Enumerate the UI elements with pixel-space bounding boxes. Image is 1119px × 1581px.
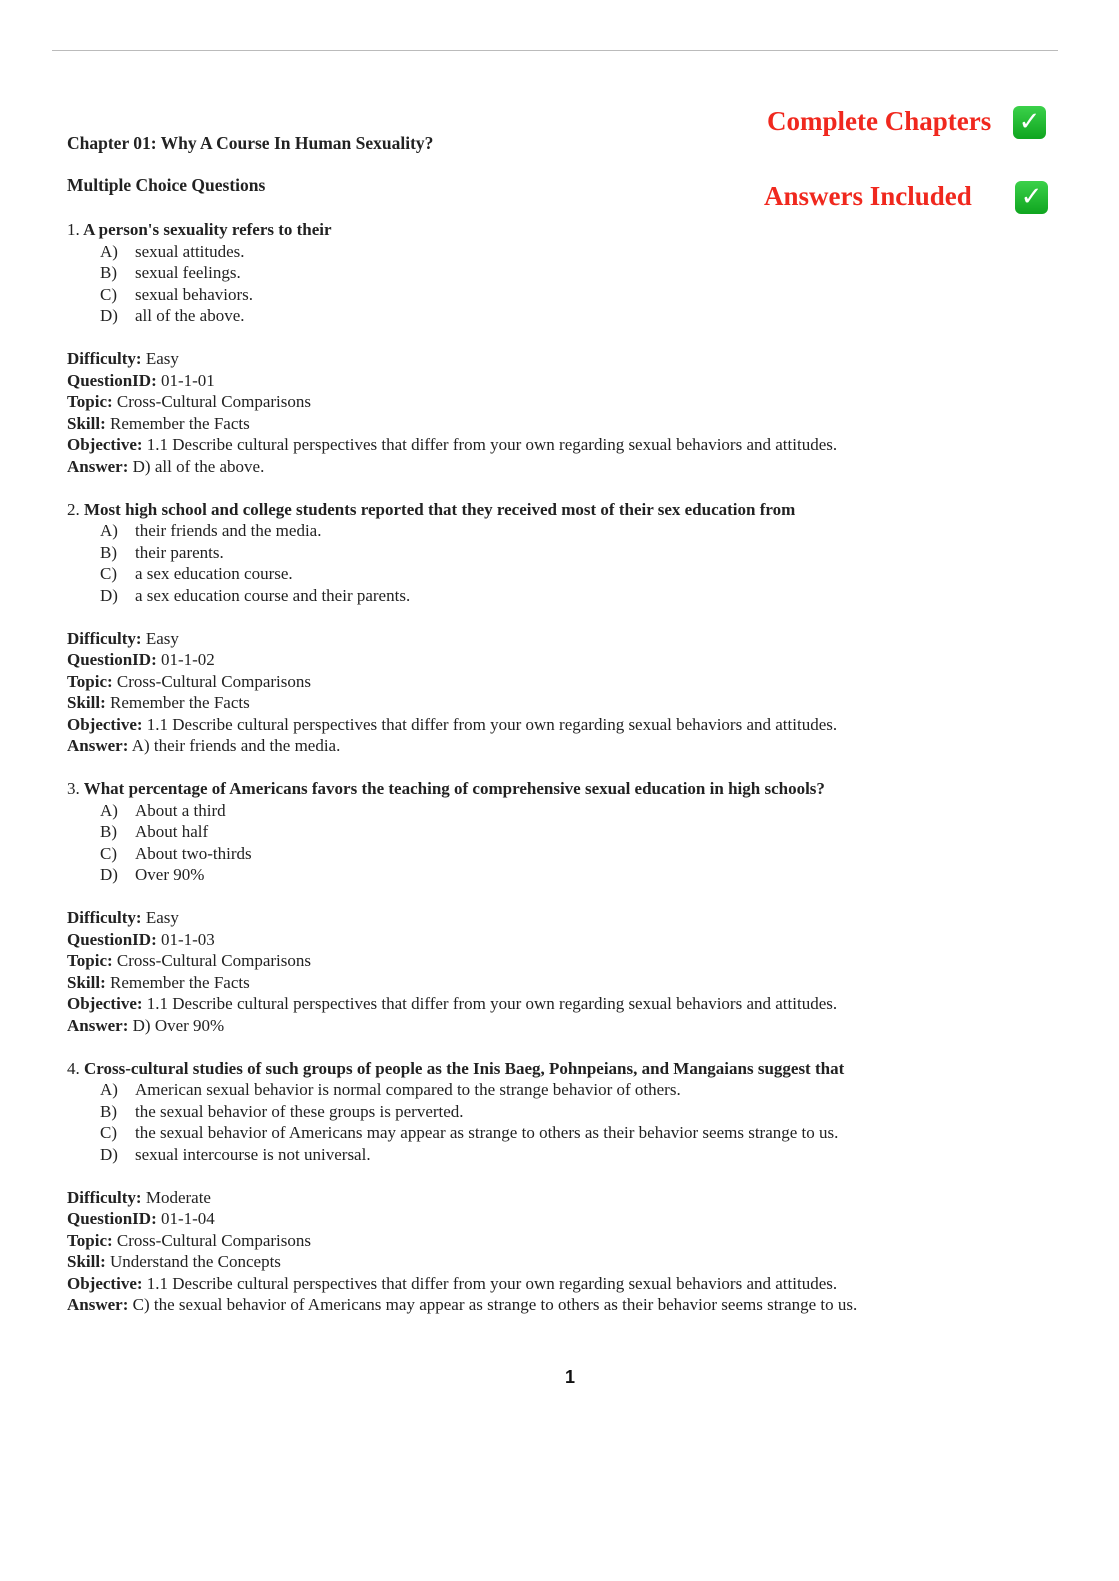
answer-option	[67, 262, 1067, 284]
meta-question-id	[67, 370, 1067, 392]
meta-answer	[67, 456, 1067, 478]
answer-option	[67, 1101, 1067, 1123]
option-text: About a third	[135, 800, 226, 820]
option-text: the sexual behavior of these groups is perverted.	[135, 1101, 464, 1121]
question-item	[67, 1058, 1067, 1316]
option-text: sexual intercourse is not universal.	[135, 1144, 371, 1164]
meta-label: Skill:	[67, 972, 106, 992]
meta-value: 01-1-03	[160, 929, 215, 949]
meta-value: 01-1-04	[160, 1209, 215, 1228]
option-letter: B)	[100, 263, 117, 282]
meta-value: Easy	[145, 349, 179, 368]
meta-label: Topic:	[67, 671, 113, 691]
meta-objective	[67, 714, 1067, 736]
option-text: the sexual behavior of Americans may appear as strange to others as their behavior seems strange to us.	[135, 1123, 839, 1142]
badge-label: Answers Included	[764, 181, 972, 211]
meta-label: Difficulty:	[67, 349, 142, 368]
meta-question-id	[67, 649, 1067, 671]
answer-option	[67, 864, 1067, 886]
option-text: sexual feelings.	[135, 263, 241, 282]
meta-topic	[67, 671, 1067, 693]
meta-topic	[67, 1230, 1067, 1252]
answer-option	[67, 1079, 1067, 1101]
meta-objective	[67, 1273, 1067, 1295]
answer-option	[67, 563, 1067, 585]
option-letter: B)	[100, 1101, 117, 1121]
meta-difficulty	[67, 907, 1067, 929]
meta-label: QuestionID:	[67, 370, 157, 390]
meta-label: Answer:	[67, 736, 129, 755]
badge-label: Complete Chapters	[767, 106, 992, 136]
meta-topic	[67, 391, 1067, 413]
question-stem	[67, 1058, 1067, 1080]
answer-option	[67, 1144, 1067, 1166]
meta-label: Objective:	[67, 994, 143, 1013]
question-text: What percentage of Americans favors the teaching of comprehensive sexual education in high schools?	[83, 779, 825, 798]
meta-value: Remember the Facts	[110, 413, 250, 433]
meta-skill	[67, 413, 1067, 435]
meta-value: Easy	[145, 908, 179, 927]
question-number: 3.	[67, 779, 80, 798]
option-text: a sex education course.	[135, 564, 293, 583]
question-metadata	[67, 907, 1067, 1036]
option-text: their friends and the media.	[135, 521, 322, 540]
meta-value: C) the sexual behavior of Americans may appear as strange to others as their behavior seems strange to us.	[132, 1295, 858, 1314]
meta-label: Difficulty:	[67, 908, 142, 927]
question-item	[67, 499, 1067, 757]
question-stem	[67, 778, 1067, 800]
answer-option	[67, 843, 1067, 865]
meta-objective	[67, 993, 1067, 1015]
meta-value: Cross-Cultural Comparisons	[116, 392, 312, 411]
question-text: Cross-cultural studies of such groups of people as the Inis Baeg, Pohnpeians, and Mangaians suggest that	[84, 1058, 845, 1078]
meta-label: Objective:	[67, 1273, 143, 1293]
check-mark-icon: ✓	[1015, 181, 1048, 214]
meta-label: Objective:	[67, 435, 143, 454]
meta-label: Skill:	[67, 413, 106, 433]
option-text: their parents.	[135, 542, 224, 562]
meta-answer	[67, 1015, 1067, 1037]
meta-label: Topic:	[67, 951, 113, 970]
question-text: Most high school and college students reported that they received most of their sex education from	[84, 499, 796, 519]
meta-skill	[67, 692, 1067, 714]
meta-label: Topic:	[67, 1230, 113, 1250]
question-number: 1.	[67, 220, 80, 239]
meta-value: Moderate	[145, 1187, 211, 1207]
option-text: a sex education course and their parents.	[135, 585, 411, 605]
meta-value: 1.1 Describe cultural perspectives that differ from your own regarding sexual behaviors and attitudes.	[146, 714, 838, 734]
question-number: 4.	[67, 1058, 80, 1078]
option-letter: C)	[100, 284, 117, 304]
meta-topic	[67, 950, 1067, 972]
meta-objective	[67, 434, 1067, 456]
question-item	[67, 778, 1067, 1036]
meta-skill	[67, 1251, 1067, 1273]
meta-value: Remember the Facts	[110, 693, 250, 712]
meta-value: Cross-Cultural Comparisons	[116, 951, 312, 970]
question-list	[67, 219, 1067, 1337]
option-letter: C)	[100, 564, 117, 583]
meta-label: Answer:	[67, 1295, 129, 1314]
option-letter: D)	[100, 1144, 118, 1164]
option-text: Over 90%	[135, 865, 205, 884]
chapter-title: Chapter 01: Why A Course In Human Sexuality?	[67, 133, 434, 153]
meta-value: 01-1-01	[160, 370, 215, 390]
question-stem	[67, 499, 1067, 521]
meta-question-id	[67, 929, 1067, 951]
question-metadata	[67, 628, 1067, 757]
answer-option	[67, 1122, 1067, 1144]
option-letter: D)	[100, 306, 118, 325]
meta-difficulty	[67, 628, 1067, 650]
option-text: sexual attitudes.	[135, 241, 245, 261]
meta-label: QuestionID:	[67, 1209, 157, 1228]
option-text: About half	[135, 822, 209, 841]
answer-option	[67, 520, 1067, 542]
option-text: About two-thirds	[135, 843, 252, 863]
meta-label: Answer:	[67, 1015, 129, 1035]
meta-difficulty	[67, 1187, 1067, 1209]
meta-value: 1.1 Describe cultural perspectives that differ from your own regarding sexual behaviors and attitudes.	[146, 435, 838, 454]
answer-option	[67, 284, 1067, 306]
page-number: 1	[564, 1367, 575, 1387]
meta-answer	[67, 1294, 1067, 1316]
meta-label: QuestionID:	[67, 929, 157, 949]
meta-skill	[67, 972, 1067, 994]
option-letter: B)	[100, 542, 117, 562]
question-number: 2.	[67, 499, 80, 519]
meta-answer	[67, 735, 1067, 757]
meta-value: 1.1 Describe cultural perspectives that differ from your own regarding sexual behaviors and attitudes.	[146, 994, 838, 1013]
option-letter: A)	[100, 800, 118, 820]
option-letter: C)	[100, 1123, 117, 1142]
question-item	[67, 219, 1067, 477]
option-letter: D)	[100, 865, 118, 884]
meta-value: D) Over 90%	[132, 1015, 225, 1035]
meta-difficulty	[67, 348, 1067, 370]
option-text: sexual behaviors.	[135, 284, 254, 304]
question-metadata	[67, 1187, 1067, 1316]
meta-value: Remember the Facts	[110, 972, 250, 992]
meta-value: D) all of the above.	[132, 456, 265, 476]
meta-label: Difficulty:	[67, 1187, 142, 1207]
option-text: American sexual behavior is normal compared to the strange behavior of others.	[135, 1080, 681, 1099]
meta-value: Easy	[145, 628, 179, 648]
meta-label: Skill:	[67, 1252, 106, 1271]
meta-value: Understand the Concepts	[110, 1252, 281, 1271]
option-letter: D)	[100, 585, 118, 605]
meta-label: Topic:	[67, 392, 113, 411]
section-heading: Multiple Choice Questions	[67, 175, 266, 195]
question-stem	[67, 219, 1067, 241]
option-letter: A)	[100, 1080, 118, 1099]
meta-value: A) their friends and the media.	[131, 736, 341, 755]
answer-option	[67, 542, 1067, 564]
answer-option	[67, 305, 1067, 327]
meta-value: Cross-Cultural Comparisons	[116, 1230, 312, 1250]
answer-option	[67, 241, 1067, 263]
check-mark-icon: ✓	[1013, 106, 1046, 139]
question-metadata	[67, 348, 1067, 477]
meta-label: Answer:	[67, 456, 129, 476]
answer-option	[67, 800, 1067, 822]
option-letter: A)	[100, 521, 118, 540]
question-text: A person's sexuality refers to their	[83, 220, 332, 239]
option-letter: C)	[100, 843, 117, 863]
option-letter: B)	[100, 822, 117, 841]
meta-value: 1.1 Describe cultural perspectives that differ from your own regarding sexual behaviors and attitudes.	[146, 1273, 838, 1293]
answer-option	[67, 585, 1067, 607]
header-rule	[52, 50, 1058, 51]
meta-label: Skill:	[67, 693, 106, 712]
option-text: all of the above.	[135, 306, 245, 325]
option-letter: A)	[100, 241, 118, 261]
meta-value: Cross-Cultural Comparisons	[116, 671, 312, 691]
answer-option	[67, 821, 1067, 843]
meta-label: QuestionID:	[67, 650, 157, 669]
answers-included-badge	[764, 181, 1043, 212]
meta-question-id	[67, 1208, 1067, 1230]
meta-label: Difficulty:	[67, 628, 142, 648]
meta-value: 01-1-02	[160, 650, 215, 669]
meta-label: Objective:	[67, 714, 143, 734]
complete-chapters-badge	[767, 106, 1041, 137]
